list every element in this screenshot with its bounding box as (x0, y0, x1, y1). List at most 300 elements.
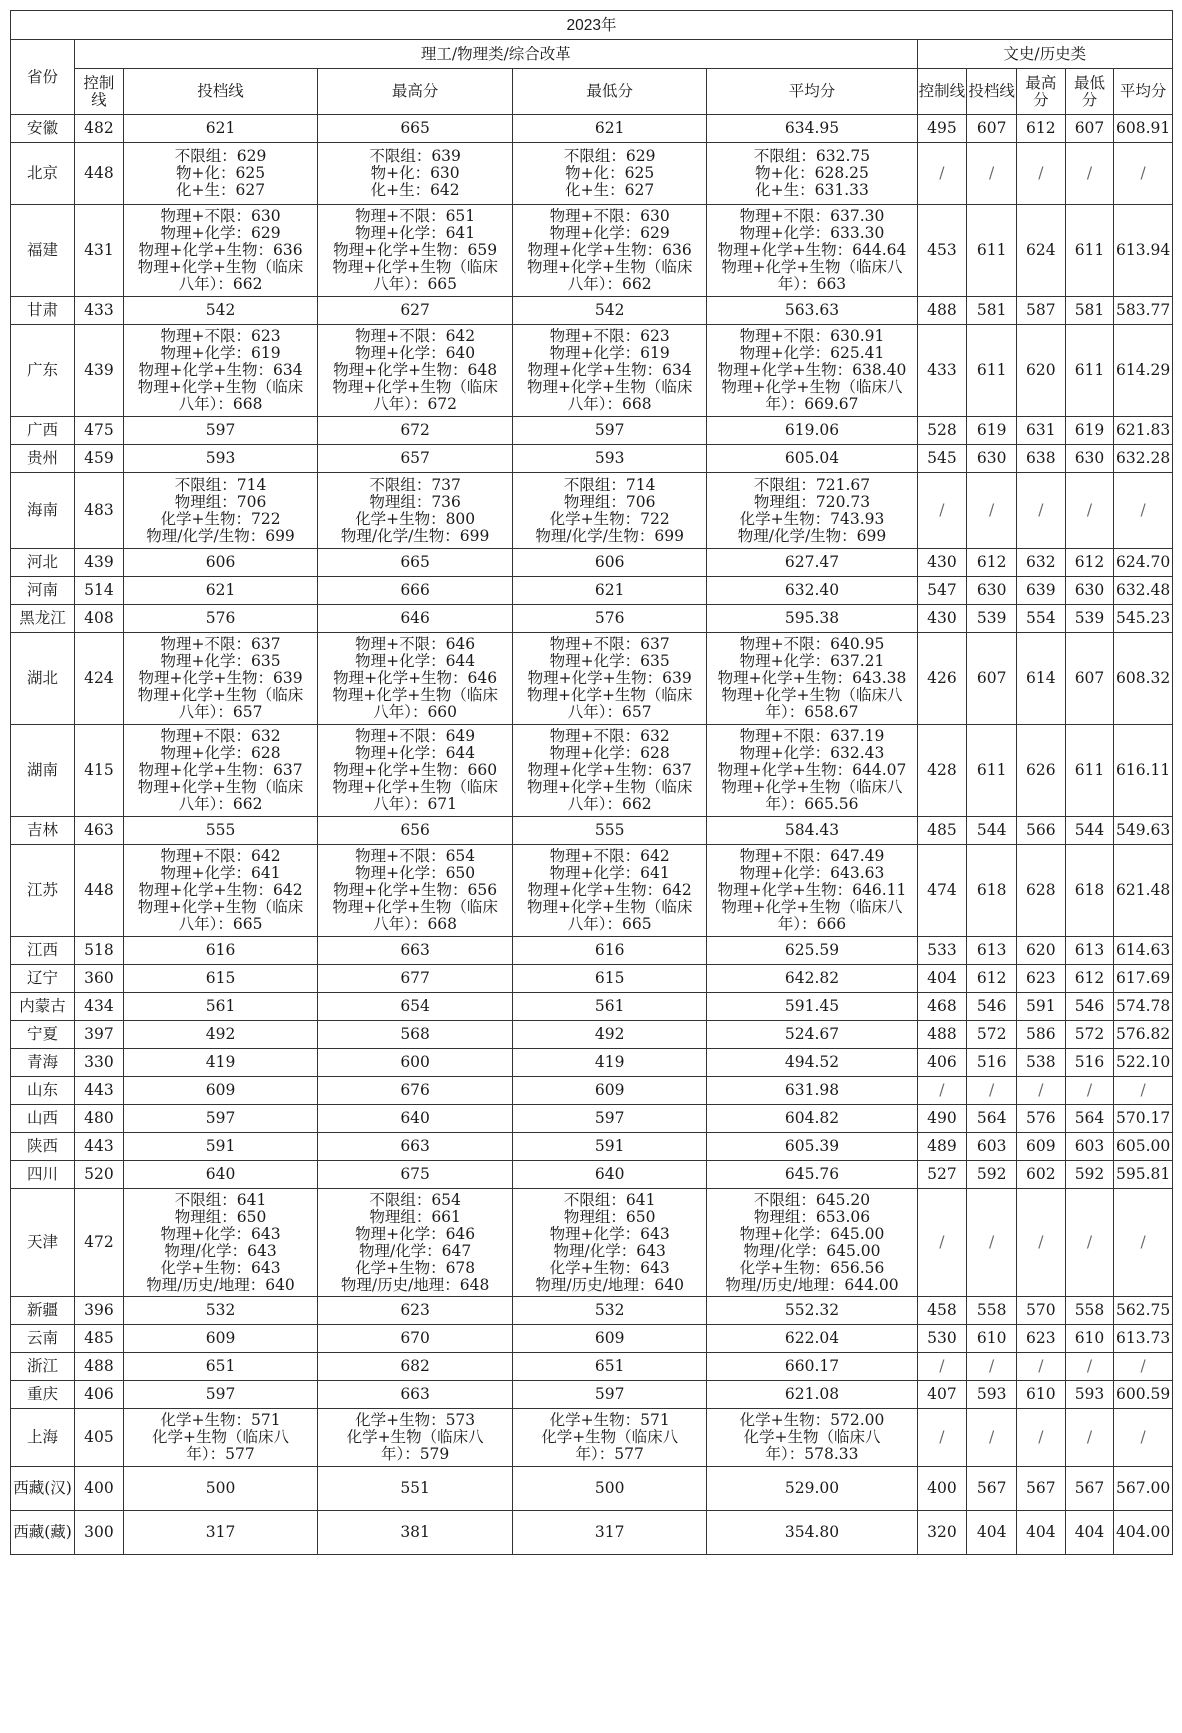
sci-control-cell: 485 (75, 1325, 124, 1353)
arts-admission-cell: / (967, 1189, 1017, 1297)
province-cell: 宁夏 (11, 1021, 75, 1049)
sci-avg-cell (707, 1467, 917, 1511)
sci-min-header: 最低分 (512, 69, 707, 115)
sci-max-cell-line: 物理+化学：650 (355, 864, 476, 882)
sci-avg-cell (707, 937, 917, 965)
sci-admission-cell-line: 500 (205, 1479, 236, 1497)
arts-avg-cell: 567.00 (1114, 1467, 1173, 1511)
arts-control-cell: / (917, 1409, 967, 1467)
sci-max-cell-line: 年）：579 (380, 1445, 450, 1463)
sci-min-cell-line: 532 (594, 1301, 625, 1319)
sci-avg-cell-line: 物理+化学+生物：638.40 (717, 361, 907, 379)
arts-avg-cell: / (1114, 1409, 1173, 1467)
sci-max-cell-line: 654 (400, 997, 430, 1015)
province-cell: 广东 (11, 325, 75, 417)
sci-admission-cell (123, 1511, 318, 1555)
province-cell: 福建 (11, 205, 75, 297)
arts-admission-cell: 603 (967, 1133, 1017, 1161)
sci-max-cell (318, 1133, 513, 1161)
sci-max-cell-line: 600 (400, 1053, 430, 1071)
arts-min-cell: / (1065, 1409, 1114, 1467)
arts-min-cell: 564 (1065, 1105, 1114, 1133)
table-row (11, 605, 1173, 633)
sci-min-cell-line: 八年）：668 (567, 395, 652, 413)
sci-control-cell: 475 (75, 417, 124, 445)
sci-admission-cell-line: 物理+化学+生物（临床 (137, 686, 304, 704)
sci-min-cell (512, 1105, 707, 1133)
sci-admission-cell-line: 化学+生物：571 (160, 1411, 281, 1429)
sci-avg-cell (707, 965, 917, 993)
sci-control-cell: 483 (75, 473, 124, 549)
sci-max-cell-line: 物理+化学+生物（临床 (332, 258, 498, 276)
sci-max-cell (318, 725, 513, 817)
sci-max-cell-line: 物理/历史/地理：648 (340, 1275, 490, 1294)
sci-avg-cell-line: 不限组：721.67 (753, 475, 871, 494)
sci-admission-cell-line: 物理+化学+生物：642 (138, 881, 303, 899)
sci-avg-cell-line: 物理+化学+生物（临床八 (721, 258, 903, 276)
sci-avg-cell-line: 物理+不限：630.91 (739, 327, 885, 345)
sci-avg-cell-line: 年）：658.67 (765, 703, 859, 721)
sci-admission-cell-line: 八年）：662 (178, 275, 263, 293)
table-row (11, 1161, 1173, 1189)
sci-max-cell-line: 物+化：630 (370, 164, 460, 182)
arts-control-cell: 530 (917, 1325, 967, 1353)
sci-max-cell-line: 676 (400, 1081, 430, 1099)
province-cell: 天津 (11, 1189, 75, 1297)
sci-admission-cell-line: 物理+化学+生物（临床 (137, 778, 304, 796)
sci-avg-cell-line: 621.08 (784, 1385, 840, 1403)
arts-max-cell: 567 (1017, 1467, 1066, 1511)
sci-admission-cell (123, 1105, 318, 1133)
sci-admission-cell-line: 576 (205, 609, 236, 627)
sci-max-cell-line: 物理+化学+生物（临床 (332, 686, 498, 704)
sci-control-cell: 463 (75, 817, 124, 845)
sci-admission-cell-line: 591 (205, 1137, 236, 1155)
sci-avg-cell-line: 物理+化学：643.63 (739, 864, 885, 882)
province-cell: 贵州 (11, 445, 75, 473)
arts-admission-cell: 516 (967, 1049, 1017, 1077)
sci-max-cell-line: 623 (400, 1301, 430, 1319)
sci-avg-cell-line: 物+化：628.25 (755, 164, 869, 182)
sci-min-cell-line: 物理+化学+生物：634 (527, 361, 692, 379)
sci-admission-cell-line: 八年）：665 (178, 915, 263, 933)
sci-max-cell-line: 657 (400, 449, 430, 467)
arts-min-cell: 630 (1065, 577, 1114, 605)
sci-admission-cell (123, 1189, 318, 1297)
sci-admission-cell-line: 物理+化学+生物：637 (138, 761, 303, 779)
sci-admission-header: 投档线 (123, 69, 318, 115)
sci-max-cell-line: 物理+化学+生物：648 (333, 361, 498, 379)
arts-control-cell: 458 (917, 1297, 967, 1325)
sci-avg-cell-line: 物理+化学+生物：646.11 (717, 881, 907, 899)
arts-min-cell: 572 (1065, 1021, 1114, 1049)
province-cell: 西藏(汉) (11, 1467, 75, 1511)
sci-control-cell: 520 (75, 1161, 124, 1189)
arts-min-cell: / (1065, 1077, 1114, 1105)
sci-max-cell-line: 化学+生物：678 (355, 1258, 476, 1277)
sci-avg-cell-line: 563.63 (784, 301, 840, 319)
sci-avg-cell-line: 物理+化学+生物（临床八 (721, 778, 903, 796)
arts-admission-cell: 592 (967, 1161, 1017, 1189)
sci-admission-cell-line: 597 (205, 1109, 236, 1127)
arts-control-cell: 490 (917, 1105, 967, 1133)
sci-avg-cell (707, 1161, 917, 1189)
sci-min-cell-line: 615 (594, 969, 625, 987)
arts-admission-cell: 546 (967, 993, 1017, 1021)
sci-max-cell-line: 物理+化学+生物（临床 (332, 378, 498, 396)
sci-admission-cell-line: 物理+化学+生物（临床 (137, 258, 304, 276)
sci-avg-cell (707, 845, 917, 937)
arts-max-cell: 639 (1017, 577, 1066, 605)
sci-avg-cell (707, 993, 917, 1021)
sci-avg-cell-line: 物理+化学+生物：644.07 (717, 761, 907, 779)
arts-admission-cell: 618 (967, 845, 1017, 937)
table-row (11, 325, 1173, 417)
province-cell: 北京 (11, 143, 75, 205)
sci-max-cell-line: 675 (400, 1165, 430, 1183)
arts-control-cell: 488 (917, 1021, 967, 1049)
sci-max-cell-line: 627 (400, 301, 430, 319)
sci-admission-cell-line: 不限组：714 (174, 475, 267, 494)
sci-admission-cell (123, 605, 318, 633)
sci-avg-cell (707, 143, 917, 205)
sci-max-cell-line: 646 (400, 609, 430, 627)
sci-avg-cell (707, 605, 917, 633)
sci-min-cell-line: 八年）：657 (567, 703, 652, 721)
arts-control-cell: / (917, 1353, 967, 1381)
arts-control-cell: 433 (917, 325, 967, 417)
sci-control-cell: 424 (75, 633, 124, 725)
arts-avg-cell: 614.29 (1114, 325, 1173, 417)
sci-admission-cell-line: 年）：577 (186, 1445, 255, 1463)
sci-avg-cell-line: 625.59 (784, 941, 840, 959)
sci-min-cell (512, 965, 707, 993)
sci-admission-cell (123, 1021, 318, 1049)
sci-admission-cell (123, 549, 318, 577)
arts-admission-header: 投档线 (967, 69, 1017, 115)
arts-control-cell: 528 (917, 417, 967, 445)
arts-avg-cell: 574.78 (1114, 993, 1173, 1021)
arts-admission-cell: / (967, 1409, 1017, 1467)
province-cell: 黑龙江 (11, 605, 75, 633)
sci-max-cell (318, 1077, 513, 1105)
sci-avg-cell-line: 化学+生物：572.00 (739, 1411, 885, 1429)
sci-admission-cell-line: 物理组：706 (174, 492, 267, 511)
sci-avg-cell-line: 年）：666 (777, 915, 847, 933)
sci-avg-cell-line: 物理组：653.06 (753, 1207, 871, 1226)
arts-admission-cell: 607 (967, 115, 1017, 143)
province-cell: 西藏(藏) (11, 1511, 75, 1555)
sci-avg-cell-line: 552.32 (784, 1301, 840, 1319)
arts-control-cell: / (917, 1189, 967, 1297)
arts-admission-cell: 611 (967, 205, 1017, 297)
arts-avg-cell: / (1114, 143, 1173, 205)
arts-max-header: 最高分 (1017, 69, 1066, 115)
sci-admission-cell-line: 物理+化学+生物（临床 (137, 898, 304, 916)
sci-max-cell (318, 817, 513, 845)
sci-max-cell-line: 化学+生物：800 (355, 509, 476, 528)
table-row (11, 1511, 1173, 1555)
arts-min-cell: 619 (1065, 417, 1114, 445)
sci-max-cell-line: 663 (400, 941, 430, 959)
arts-avg-cell: 608.91 (1114, 115, 1173, 143)
sci-avg-cell-line: 年）：669.67 (765, 395, 859, 413)
sci-min-cell-line: 八年）：662 (567, 275, 652, 293)
sci-control-cell: 300 (75, 1511, 124, 1555)
sci-min-cell-line: 化学+生物：722 (549, 509, 670, 528)
sci-max-cell (318, 633, 513, 725)
sci-min-cell-line: 物理/化学/生物：699 (535, 526, 684, 545)
sci-min-cell-line: 物理+化学：635 (549, 652, 670, 670)
sci-admission-cell-line: 物理+化学+生物（临床 (137, 378, 304, 396)
sci-max-cell-line: 665 (400, 119, 430, 137)
sci-min-cell (512, 577, 707, 605)
arts-avg-cell: 404.00 (1114, 1511, 1173, 1555)
sci-avg-cell (707, 817, 917, 845)
sci-max-cell-line: 物理+不限：654 (355, 847, 476, 865)
arts-avg-cell: 595.81 (1114, 1161, 1173, 1189)
sci-min-cell (512, 605, 707, 633)
sci-max-cell (318, 1511, 513, 1555)
sci-min-cell-line: 542 (594, 301, 625, 319)
sci-max-cell (318, 1105, 513, 1133)
sci-avg-cell-line: 660.17 (784, 1357, 840, 1375)
sci-control-cell: 439 (75, 325, 124, 417)
sci-control-cell: 396 (75, 1297, 124, 1325)
sci-max-cell-line: 八年）：660 (373, 703, 458, 721)
sci-avg-cell-line: 524.67 (784, 1025, 840, 1043)
arts-admission-cell: 572 (967, 1021, 1017, 1049)
sci-max-cell-line: 670 (400, 1329, 430, 1347)
sci-avg-cell-line: 584.43 (784, 821, 840, 839)
sci-admission-cell-line: 532 (205, 1301, 236, 1319)
sci-control-cell: 415 (75, 725, 124, 817)
arts-control-cell: 406 (917, 1049, 967, 1077)
sci-min-cell (512, 937, 707, 965)
sci-admission-cell-line: 542 (205, 301, 236, 319)
sci-control-cell: 397 (75, 1021, 124, 1049)
province-cell: 重庆 (11, 1381, 75, 1409)
sci-admission-cell-line: 597 (205, 1385, 236, 1403)
sci-min-cell (512, 1511, 707, 1555)
arts-control-cell: 426 (917, 633, 967, 725)
sci-admission-cell-line: 物理/化学：643 (164, 1241, 277, 1260)
arts-max-cell: 623 (1017, 1325, 1066, 1353)
province-cell: 山西 (11, 1105, 75, 1133)
sci-avg-cell-line: 631.98 (784, 1081, 840, 1099)
sci-admission-cell-line: 物理+化学+生物：639 (138, 669, 303, 687)
sci-avg-cell-line: 不限组：645.20 (753, 1190, 871, 1209)
sci-control-cell: 431 (75, 205, 124, 297)
sci-avg-cell-line: 物理/历史/地理：644.00 (725, 1275, 899, 1294)
arts-admission-cell: 607 (967, 633, 1017, 725)
sci-avg-cell-line: 物理+化学+生物：643.38 (717, 669, 907, 687)
sci-max-cell-line: 不限组：654 (369, 1190, 461, 1209)
sci-max-cell (318, 1381, 513, 1409)
sci-control-cell: 448 (75, 845, 124, 937)
sci-min-cell-line: 物理+不限：637 (549, 635, 670, 653)
arts-admission-cell: / (967, 473, 1017, 549)
sci-max-cell (318, 115, 513, 143)
sci-admission-cell-line: 化学+生物（临床八 (152, 1428, 290, 1446)
sci-avg-cell-line: 物理+不限：647.49 (739, 847, 885, 865)
sci-avg-cell-line: 642.82 (784, 969, 840, 987)
sci-max-cell-line: 物理+化学+生物：660 (333, 761, 498, 779)
sci-max-cell-line: 化学+生物（临床八 (346, 1428, 484, 1446)
sci-max-cell-line: 不限组：737 (369, 475, 461, 494)
sci-min-cell-line: 609 (594, 1329, 625, 1347)
sci-max-cell (318, 845, 513, 937)
sci-min-cell-line: 561 (594, 997, 625, 1015)
arts-max-cell: 609 (1017, 1133, 1066, 1161)
arts-control-cell: 320 (917, 1511, 967, 1555)
sci-max-cell-line: 551 (400, 1479, 430, 1497)
table-row (11, 1133, 1173, 1161)
sci-min-cell-line: 606 (594, 553, 625, 571)
sci-avg-cell-line: 物理+化学+生物（临床八 (721, 686, 903, 704)
sci-admission-cell-line: 419 (205, 1053, 236, 1071)
sci-max-cell-line: 物理+化学+生物：656 (333, 881, 498, 899)
sci-min-cell-line: 500 (594, 1479, 625, 1497)
sci-avg-cell (707, 1049, 917, 1077)
sci-max-cell (318, 1467, 513, 1511)
sci-min-cell-line: 物理+化学+生物：637 (527, 761, 692, 779)
arts-max-cell: 554 (1017, 605, 1066, 633)
sci-avg-cell-line: 物理组：720.73 (753, 492, 871, 511)
sci-min-cell (512, 817, 707, 845)
sci-admission-cell-line: 八年）：662 (178, 795, 263, 813)
sci-min-cell-line: 物理+化学：641 (549, 864, 670, 882)
sci-admission-cell-line: 物理+不限：637 (160, 635, 281, 653)
arts-control-cell: 489 (917, 1133, 967, 1161)
sci-max-cell-line: 物理+化学：646 (355, 1224, 476, 1243)
sci-min-cell-line: 八年）：665 (567, 915, 652, 933)
sci-max-cell-line: 物理/化学：647 (358, 1241, 472, 1260)
arts-avg-header: 平均分 (1114, 69, 1173, 115)
sci-avg-cell-line: 595.38 (784, 609, 840, 627)
sci-min-cell-line: 640 (594, 1165, 625, 1183)
arts-max-cell: 632 (1017, 549, 1066, 577)
sci-admission-cell (123, 1409, 318, 1467)
sci-admission-cell-line: 物理+化学+生物：636 (138, 241, 303, 259)
arts-min-cell: 610 (1065, 1325, 1114, 1353)
table-row (11, 993, 1173, 1021)
province-cell: 湖南 (11, 725, 75, 817)
table-row (11, 297, 1173, 325)
sci-max-cell-line: 化+生：642 (370, 181, 460, 199)
sci-control-cell: 514 (75, 577, 124, 605)
sci-min-cell-line: 593 (594, 449, 625, 467)
arts-control-cell: 430 (917, 605, 967, 633)
sci-admission-cell (123, 1077, 318, 1105)
sci-max-cell (318, 1049, 513, 1077)
arts-avg-cell: 632.28 (1114, 445, 1173, 473)
sci-max-cell-line: 物理+化学+生物：646 (333, 669, 498, 687)
arts-min-cell: 516 (1065, 1049, 1114, 1077)
sci-min-cell-line: 物理+化学+生物（临床 (526, 686, 693, 704)
table-row (11, 473, 1173, 549)
table-row (11, 1353, 1173, 1381)
sci-max-cell-line: 665 (400, 553, 430, 571)
sci-min-cell-line: 不限组：714 (563, 475, 656, 494)
sci-avg-cell-line: 605.04 (784, 449, 840, 467)
sci-admission-cell-line: 物理组：650 (174, 1207, 267, 1226)
sci-control-cell: 459 (75, 445, 124, 473)
sci-min-cell (512, 1467, 707, 1511)
sci-min-cell (512, 549, 707, 577)
sci-max-cell (318, 605, 513, 633)
sci-max-cell (318, 297, 513, 325)
sci-admission-cell (123, 965, 318, 993)
arts-admission-cell: 558 (967, 1297, 1017, 1325)
sci-admission-cell-line: 621 (205, 119, 236, 137)
sci-avg-cell (707, 1105, 917, 1133)
sci-max-cell-line: 568 (400, 1025, 430, 1043)
arts-avg-cell: 522.10 (1114, 1049, 1173, 1077)
province-cell: 湖北 (11, 633, 75, 725)
province-cell: 山东 (11, 1077, 75, 1105)
arts-max-cell: 631 (1017, 417, 1066, 445)
arts-avg-cell: 632.48 (1114, 577, 1173, 605)
sci-avg-cell-line: 354.80 (784, 1523, 840, 1541)
sci-admission-cell (123, 1297, 318, 1325)
sci-min-cell-line: 576 (594, 609, 625, 627)
sci-control-cell: 434 (75, 993, 124, 1021)
sci-avg-cell (707, 445, 917, 473)
arts-admission-cell: 611 (967, 725, 1017, 817)
sci-min-cell-line: 物理+化学+生物：642 (527, 881, 692, 899)
arts-max-cell: 538 (1017, 1049, 1066, 1077)
arts-control-cell: 400 (917, 1467, 967, 1511)
arts-min-cell: / (1065, 1353, 1114, 1381)
arts-admission-cell: 610 (967, 1325, 1017, 1353)
sci-min-cell (512, 115, 707, 143)
table-row (11, 205, 1173, 297)
sci-avg-cell (707, 1133, 917, 1161)
sci-avg-cell (707, 1297, 917, 1325)
sci-control-cell: 448 (75, 143, 124, 205)
sci-admission-cell-line: 物理+化学：619 (160, 344, 281, 362)
sci-min-cell (512, 1353, 707, 1381)
arts-avg-cell: 605.00 (1114, 1133, 1173, 1161)
sci-max-cell (318, 1021, 513, 1049)
sci-admission-cell-line: 物理+不限：623 (160, 327, 281, 345)
arts-admission-cell: 611 (967, 325, 1017, 417)
sci-admission-cell (123, 205, 318, 297)
sci-avg-cell-line: 605.39 (784, 1137, 840, 1155)
sci-min-cell-line: 597 (594, 421, 625, 439)
sci-admission-cell-line: 621 (205, 581, 236, 599)
arts-max-cell: 610 (1017, 1381, 1066, 1409)
arts-avg-cell: / (1114, 1189, 1173, 1297)
sci-admission-cell-line: 615 (205, 969, 236, 987)
sci-min-cell (512, 1409, 707, 1467)
sci-max-cell (318, 1353, 513, 1381)
province-header: 省份 (11, 40, 75, 115)
province-cell: 内蒙古 (11, 993, 75, 1021)
province-cell: 甘肃 (11, 297, 75, 325)
table-row (11, 549, 1173, 577)
arts-control-cell: 430 (917, 549, 967, 577)
sci-avg-cell-line: 634.95 (784, 119, 840, 137)
sci-admission-cell-line: 651 (205, 1357, 236, 1375)
sci-max-cell-line: 物理+不限：649 (355, 727, 476, 745)
arts-avg-cell: 583.77 (1114, 297, 1173, 325)
sci-avg-cell (707, 473, 917, 549)
arts-avg-cell: 576.82 (1114, 1021, 1173, 1049)
sci-avg-cell (707, 1511, 917, 1555)
sci-max-cell-line: 物理+不限：642 (355, 327, 476, 345)
